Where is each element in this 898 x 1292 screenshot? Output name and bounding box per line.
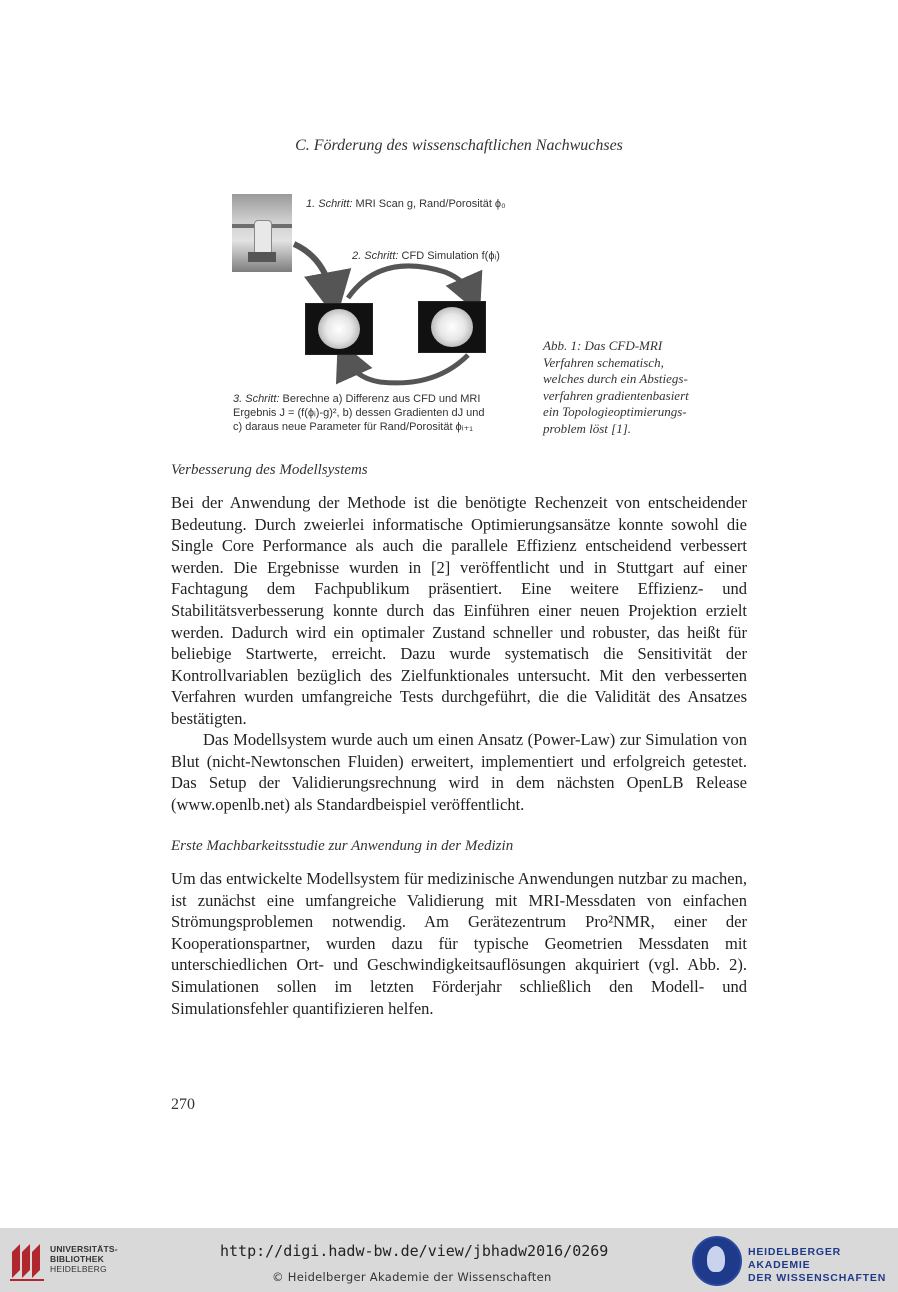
arrow-photo-to-scan <box>294 244 332 296</box>
step1-desc: MRI Scan g, Rand/Porosität ϕ₀ <box>355 198 506 210</box>
step3-line1: Berechne a) Differenz aus CFD und MRI <box>282 393 481 405</box>
section1-heading: Verbesserung des Modellsystems <box>171 462 368 478</box>
running-head: C. Förderung des wissenschaftlichen Nachwuchses <box>295 137 623 154</box>
section2-paragraph1: Um das entwickelte Modellsystem für medizinische Anwendungen nutzbar zu machen, ist zunächst eine umfangreiche Validierung mit MRI-Messdaten von einfachen Strömungsproblemen notwendig. Am Gerätezentrum Pro²NMR, einer der Kooperationspartner, wurden dazu für typische Geometrien Messdaten mit unterschiedlichen Ort- und Geschwindigkeitsauflösungen akquiriert (vgl. Abb. 2). Simulationen sollen im letzten Förderjahr schließlich den Modell- und Simulationsfehler quantifizieren helfen. <box>171 869 747 1018</box>
arrow-top <box>348 266 472 298</box>
cfd-scan-image <box>418 301 486 353</box>
step3-label: 3. Schritt: <box>233 393 280 405</box>
hadw-logo[interactable] <box>692 1234 892 1286</box>
step2-label: 2. Schritt: <box>352 250 399 262</box>
figure-caption: Abb. 1: Das CFD-MRI Verfahren schematisch, welches durch ein Abstiegs-verfahren gradientenbasiert ein Topologieoptimierungs-problem löst [1]. <box>543 338 689 436</box>
step3-line2: Ergebnis J = (f(ϕᵢ)-g)², b) dessen Gradienten dJ und <box>233 407 485 419</box>
step3-line3: c) daraus neue Parameter für Rand/Porosität ϕᵢ₊₁ <box>233 421 473 433</box>
ub-heidelberg-logo[interactable] <box>8 1236 120 1284</box>
step3-text <box>233 392 523 434</box>
copyright-notice: © Heidelberger Akademie der Wissenschaften <box>272 1270 552 1284</box>
permalink-url[interactable]: http://digi.hadw-bw.de/view/jbhadw2016/0269 <box>220 1242 609 1260</box>
ub-logo-text <box>50 1244 118 1274</box>
ub-line3: HEIDELBERG <box>50 1264 107 1274</box>
hadw-seal-icon <box>692 1236 742 1286</box>
page-number: 270 <box>171 1096 195 1113</box>
section2-heading: Erste Machbarkeitsstudie zur Anwendung in der Medizin <box>171 838 514 854</box>
arrow-bottom <box>346 355 468 383</box>
step1-label: 1. Schritt: <box>306 198 353 210</box>
figure-cfd-mri <box>230 192 700 442</box>
ub-logo-icon <box>8 1238 48 1282</box>
section1-paragraph2: Das Modellsystem wurde auch um einen Ansatz (Power-Law) zur Simulation von Blut (nicht-Newtonschen Fluiden) erweitert, implementiert und erfolgreich getestet. Das Setup der Validierungsrechnung wird in dem nächsten OpenLB Release (www.openlb.net) als Standardbeispiel veröffentlicht. <box>171 730 747 814</box>
hadw-line2: DER WISSENSCHAFTEN <box>748 1272 887 1284</box>
ub-line2: BIBLIOTHEK <box>50 1254 104 1264</box>
hadw-line1: HEIDELBERGER AKADEMIE <box>748 1246 842 1271</box>
step2-desc: CFD Simulation f(ϕᵢ) <box>401 250 500 262</box>
footer-bar <box>0 1228 898 1292</box>
mri-scan-image <box>305 303 373 355</box>
ub-line1: UNIVERSITÄTS- <box>50 1244 118 1254</box>
section1-paragraph1: Bei der Anwendung der Methode ist die benötigte Rechenzeit von entscheidender Bedeutung. Durch zweierlei informatische Optimierungsansätze konnte sowohl die Single Core Performance als auch die parallele Effizienz entscheidend verbessert werden. Die Ergebnisse wurden in [2] veröffentlicht und in Stuttgart auf einer Fachtagung dem Fachpublikum präsentiert. Eine weitere Effizienz- und Stabilitätsverbesserung konnte durch das Einführen einer neuen Projektion erzielt werden. Dadurch wird ein optimaler Zustand schneller und robuster, das heißt für beliebige Startwerte, erreicht. Dazu wurde systematisch die Sensitivität der Kontrollvariablen bezüglich des Zielfunktionales untersucht. Mit den verbesserten Verfahren wurden umfangreiche Tests durchgeführt, die die Validität des Ansatzes bestätigten. <box>171 493 747 728</box>
hadw-logo-text <box>748 1246 892 1285</box>
